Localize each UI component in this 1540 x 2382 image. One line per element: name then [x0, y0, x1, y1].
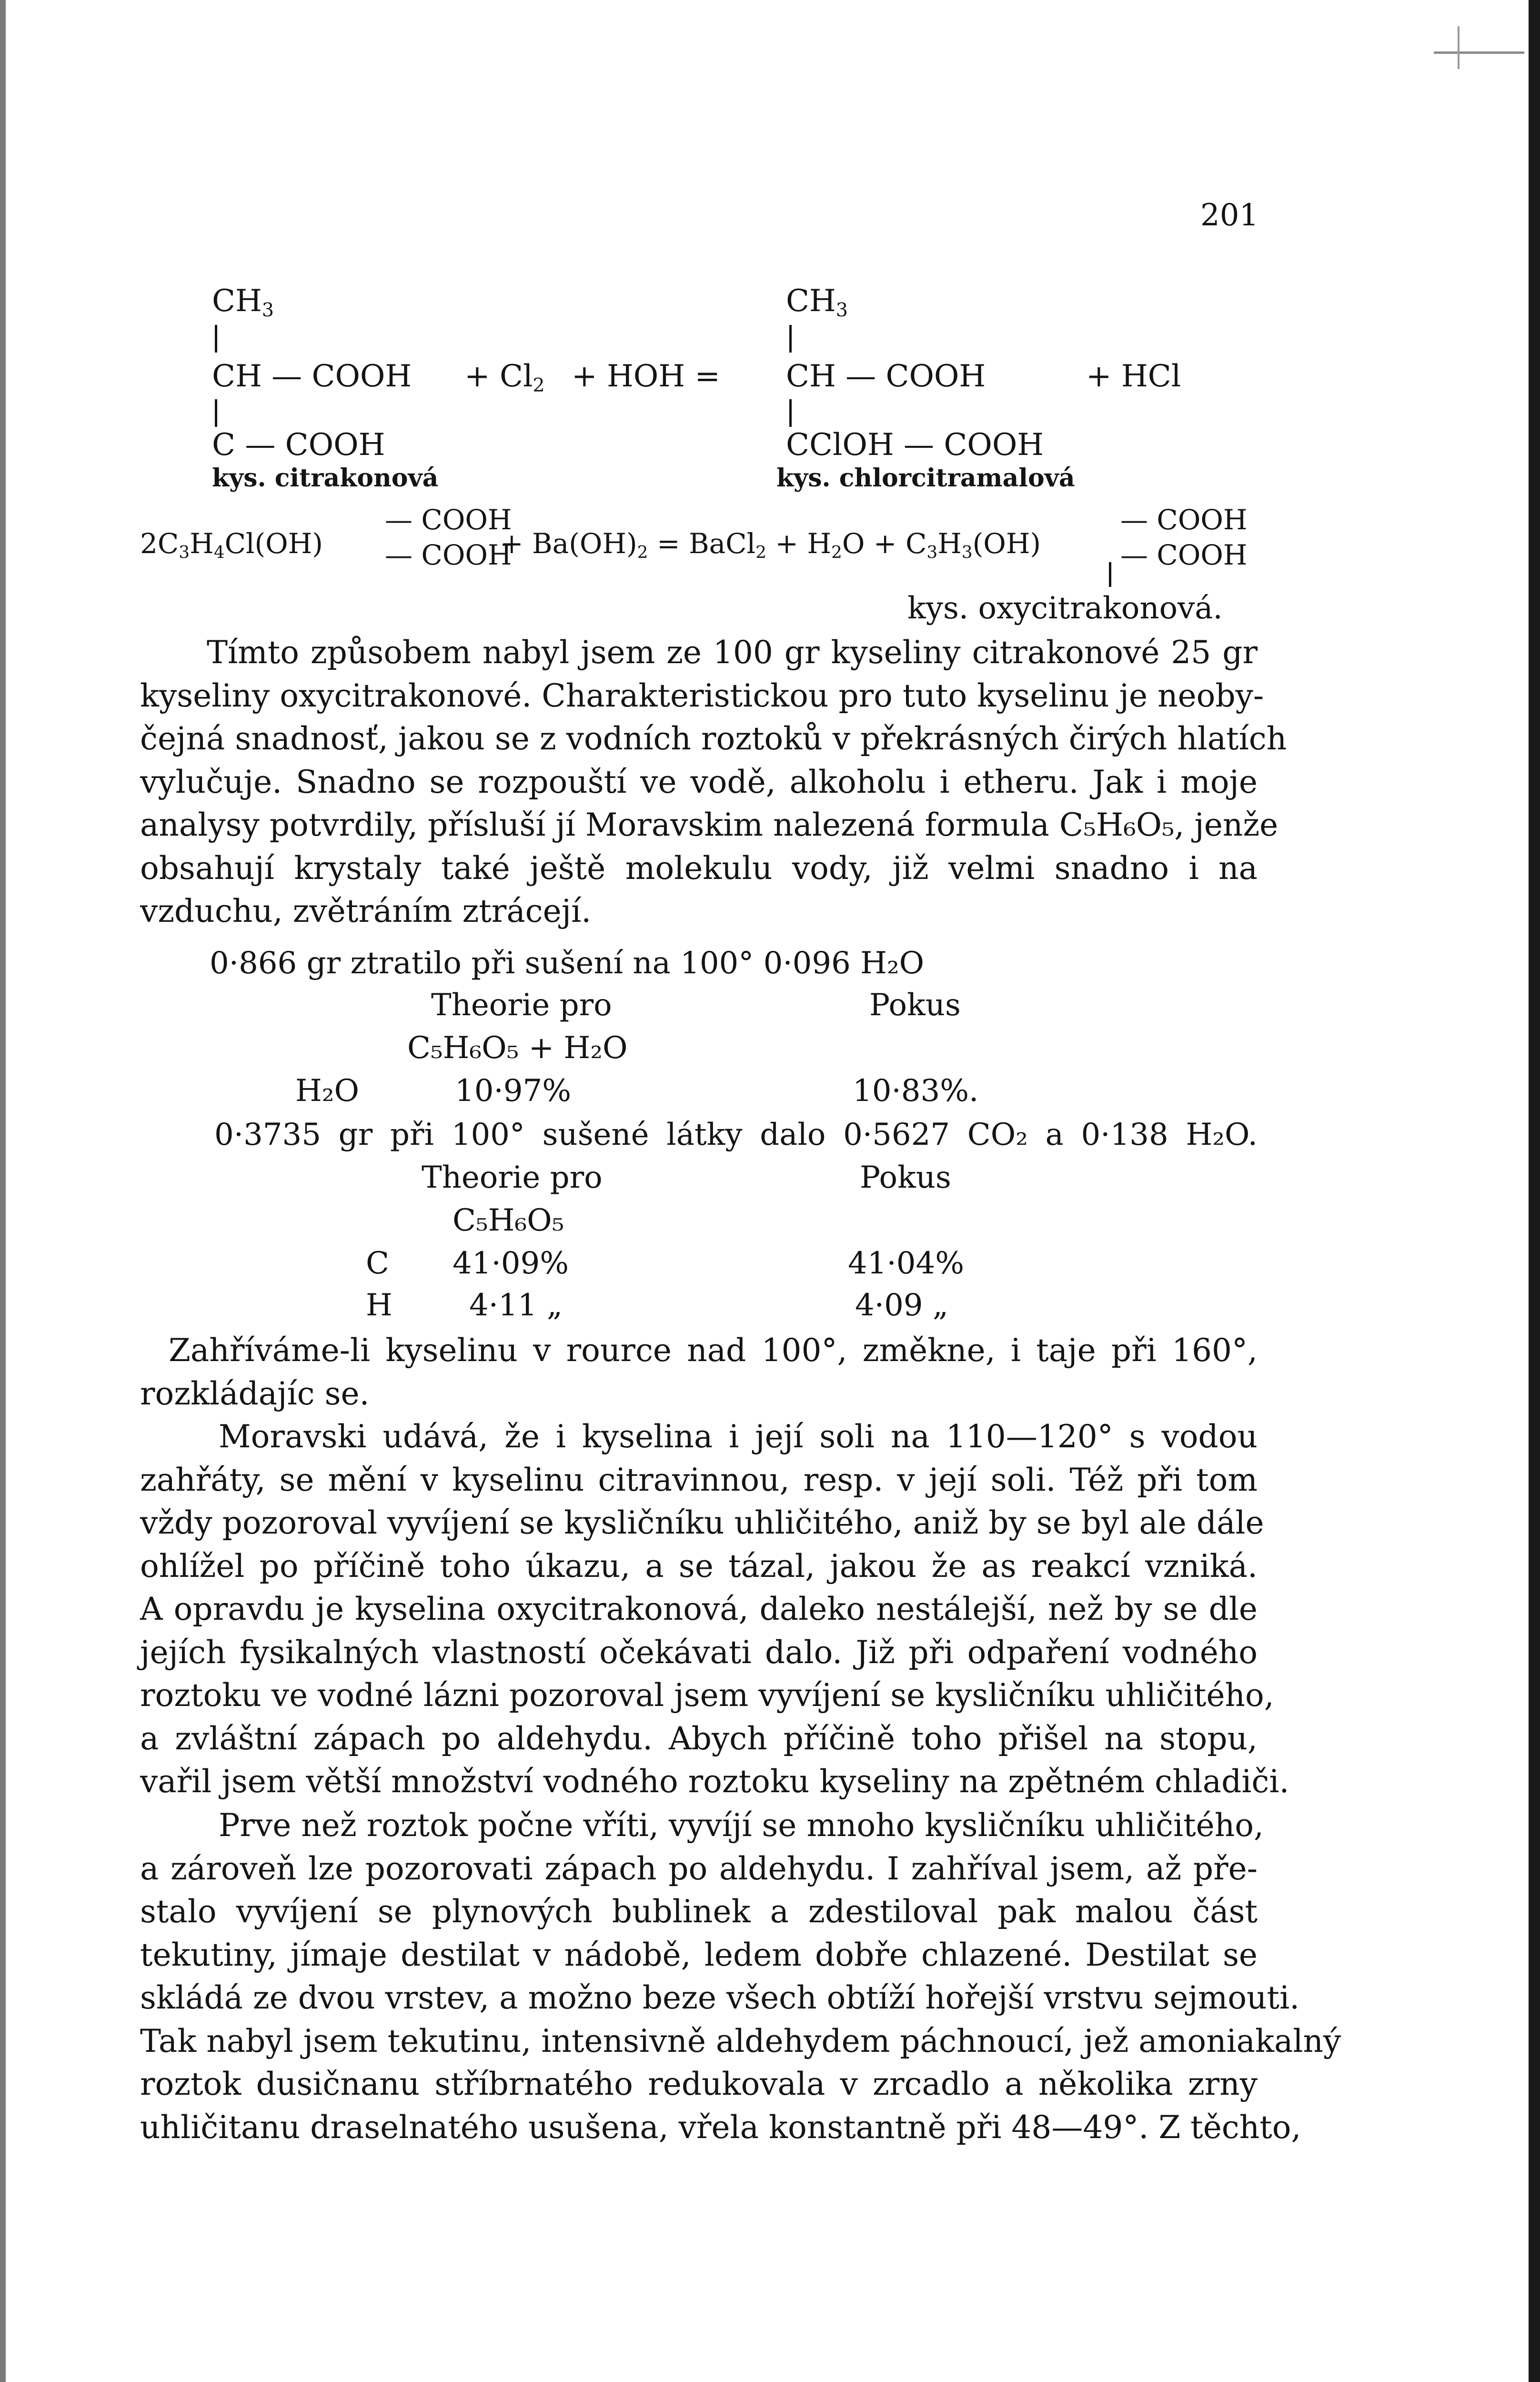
analysis1-row-label: H₂O [295, 1073, 359, 1109]
text-line: jejích fysikalných vlastností očekávati dalo. Již při odpaření vodného [140, 1634, 1258, 1671]
analysis2-line: 0·3735 gr při 100° sušené látky dalo 0·5627 CO₂ a 0·138 H₂O. [214, 1117, 1258, 1152]
text-line: a zvláštní zápach po aldehydu. Abych příčině toho přišel na stopu, [140, 1720, 1258, 1757]
text-line: zahřáty, se mění v kyselinu citravinnou, resp. v její soli. Též při tom [140, 1461, 1258, 1498]
eq2-cooh-bottom: — COOH [385, 539, 512, 571]
text-line: vždy pozoroval vyvíjení se kysličníku uhličitého, aniž by se byl ale dále [140, 1504, 1264, 1541]
eq1-tail: + HCl [1086, 359, 1181, 394]
text-line: A opravdu je kyselina oxycitrakonová, daleko nestálejší, než by se dle [140, 1591, 1258, 1627]
analysis2-row-el: H [366, 1288, 393, 1323]
eq2-left-formula: $2C_3H_4Cl(OH)$ [140, 527, 323, 563]
text-line: Prve než roztok počne vříti, vyvíjí se mnoho kysličníku uhličitého, [219, 1807, 1264, 1844]
bond-line [215, 325, 217, 353]
text-line: a zároveň lze pozorovati zápach po aldehydu. I zahříval jsem, až pře- [140, 1850, 1258, 1887]
analysis1-line: 0·866 gr ztratilo při sušení na 100° 0·096 H₂O [210, 946, 925, 981]
analysis2-formula: C₅H₆O₅ [453, 1203, 564, 1238]
analysis1-pokus-value: 10·83%. [853, 1073, 979, 1109]
eq1-right-label: kys. chlorcitramalová [776, 464, 1075, 493]
text-line: kyseliny oxycitrakonové. Charakteristickou pro tuto kyselinu je neoby- [140, 677, 1264, 714]
analysis2-pokus-label: Pokus [860, 1160, 951, 1195]
text-line: skládá ze dvou vrstev, a možno beze všech obtíží hořejší vrstvu sejmouti. [140, 1979, 1300, 2016]
analysis2-row-el: C [366, 1246, 389, 1281]
text-line: rozkládajíc se. [140, 1375, 370, 1412]
analysis2-theory-label: Theorie pro [422, 1160, 603, 1195]
bond-line [789, 325, 792, 353]
paragraph-3 [140, 1415, 1289, 1804]
scan-edge-left [0, 0, 6, 2382]
eq2-cooh-top: — COOH [385, 504, 512, 536]
eq1-operator-hoh: + HOH = [572, 359, 721, 394]
analysis2-row-pokus: 41·04% [848, 1246, 965, 1281]
paragraph-2 [140, 1329, 1258, 1415]
eq2-right-cooh-bottom: — COOH [1120, 539, 1248, 571]
analysis1-theory-value: 10·97% [455, 1073, 572, 1109]
analysis2-row-pokus: 4·09 „ [855, 1288, 948, 1323]
text-line: vzduchu, zvětráním ztrácejí. [140, 893, 592, 929]
eq1-right-top: $CH_3$ [786, 283, 848, 322]
text-line: vylučuje. Snadno se rozpouští ve vodě, alkoholu i etheru. Jak i moje [140, 763, 1258, 800]
text-line: ohlížel po příčině toho úkazu, a se tázal, jakou že as reakcí vzniká. [140, 1547, 1258, 1585]
text-line: stalo vyvíjení se plynových bublinek a zdestiloval pak malou část [140, 1893, 1258, 1930]
text-line: roztok dusičnanu stříbrnatého redukovala v zrcadlo a několika zrny [140, 2066, 1258, 2102]
eq1-left-label: kys. citrakonová [212, 464, 439, 493]
eq1-right-bottom: CClOH — COOH [786, 427, 1044, 463]
scan-mark-rule [1434, 51, 1524, 54]
text-line: Moravski udává, že i kyselina i její soli na 110—120° s vodou [219, 1418, 1258, 1455]
scan-mark-tick [1458, 26, 1459, 69]
page-number: 201 [1200, 198, 1259, 233]
eq2-middle: + $Ba(OH)_2$ = BaCl$_2$ + $H_2O + C_3H_3(OH)$ [500, 527, 1041, 563]
eq2-label: kys. oxycitrakonová. [907, 591, 1223, 626]
text-line: obsahují krystaly také ještě molekulu vody, již velmi snadno i na [140, 849, 1258, 887]
text-line: roztoku ve vodné lázni pozoroval jsem vyvíjení se kysličníku uhličitého, [140, 1677, 1274, 1714]
eq1-left-middle: CH — COOH [212, 359, 412, 394]
text-line: analysy potvrdily, přísluší jí Moravskim nalezená formula C₅H₆O₅, jenže [140, 807, 1278, 843]
eq2-right-cooh-top: — COOH [1120, 504, 1248, 536]
analysis1-theory-label: Theorie pro [431, 988, 612, 1023]
eq1-left-bottom: C — COOH [212, 427, 385, 463]
eq1-right-middle: CH — COOH [786, 359, 986, 394]
paragraph-4 [140, 1804, 1341, 2149]
eq1-operator-cl: + $Cl_2$ [464, 359, 545, 397]
text-line: Tak nabyl jsem tekutinu, intensivně aldehydem páchnoucí, jež amoniakalný [140, 2022, 1341, 2059]
text-line: tekutiny, jímaje destilat v nádobě, ledem dobře chlazené. Destilat se [140, 1936, 1258, 1973]
text-line: vařil jsem větší množství vodného roztoku kyseliny na zpětném chladiči. [140, 1763, 1289, 1800]
eq1-left-top: $CH_3$ [212, 283, 274, 322]
text-line: Tímto způsobem nabyl jsem ze 100 gr kyseliny citrakonové 25 gr [207, 634, 1258, 671]
bond-line [215, 399, 217, 427]
analysis1-pokus-label: Pokus [869, 988, 961, 1023]
paragraph-1 [140, 631, 1287, 933]
bond-line [1109, 562, 1111, 587]
scan-edge-right [1529, 0, 1540, 2382]
analysis2-row-theory: 41·09% [453, 1246, 569, 1281]
text-line: Zahříváme-li kyselinu v rource nad 100°, změkne, i taje při 160°, [169, 1332, 1258, 1369]
analysis2-row-theory: 4·11 „ [469, 1288, 563, 1323]
text-line: uhličitanu draselnatého usušena, vřela konstantně při 48—49°. Z těchto, [140, 2109, 1301, 2146]
bond-line [789, 399, 792, 427]
analysis1-formula: C₅H₆O₅ + H₂O [407, 1030, 628, 1066]
text-line: čejná snadnosť, jakou se z vodních roztoků v překrásných čirých hlatích [140, 720, 1287, 757]
